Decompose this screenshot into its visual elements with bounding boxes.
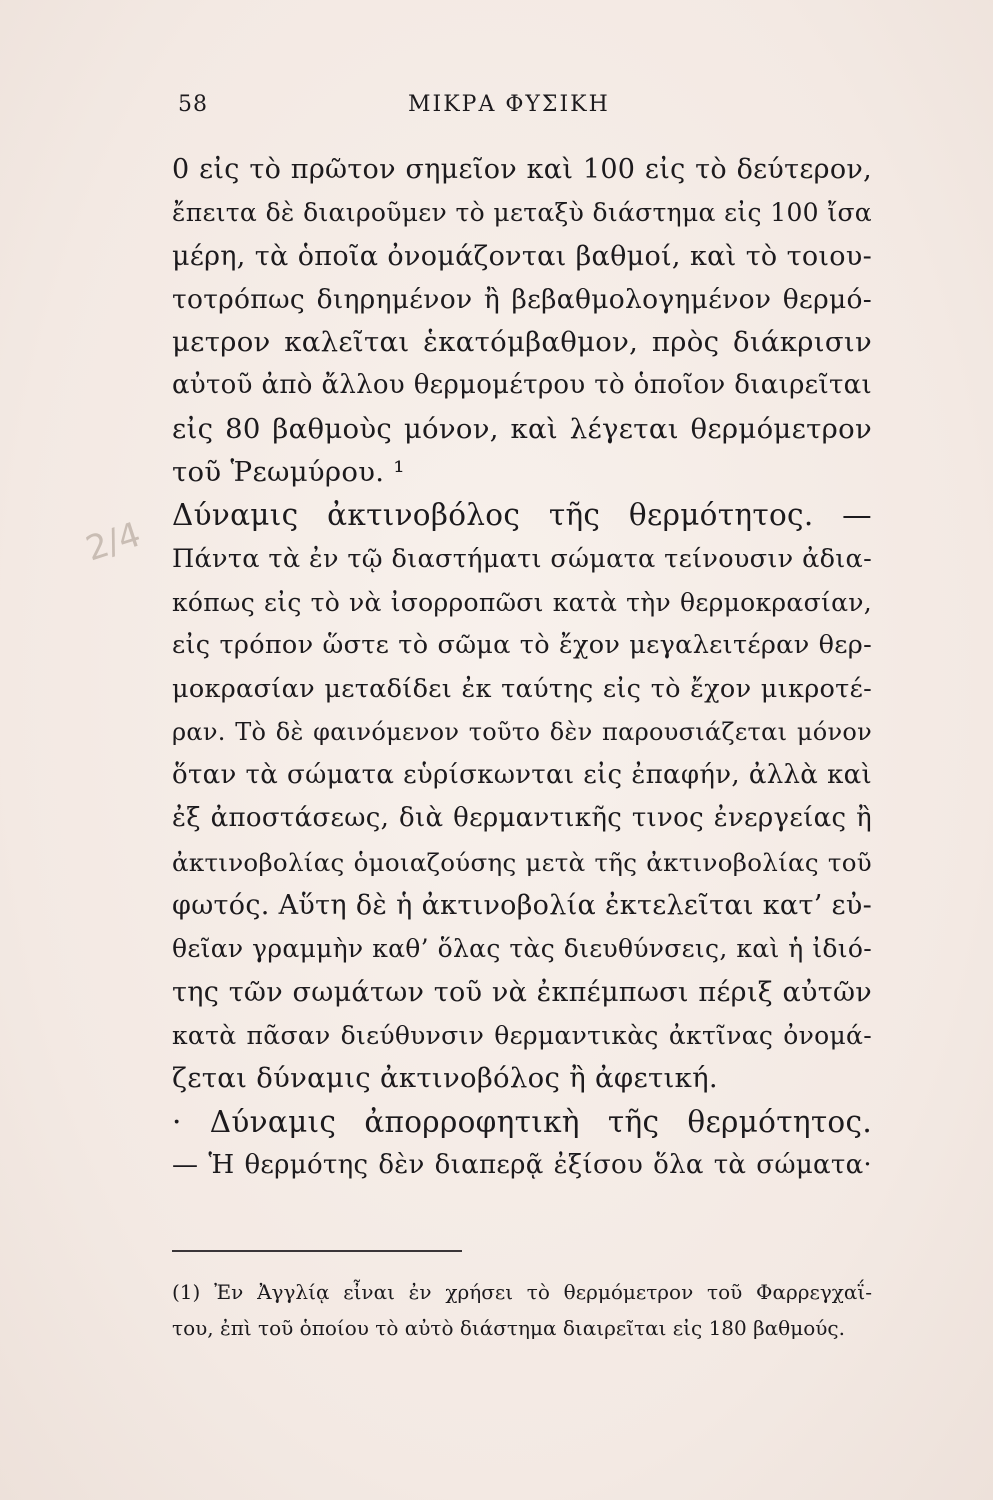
page-header [178,92,878,132]
text-line: Πάντα τὰ ἐν τῷ διαστήματι σώματα τείνουσιν ἀδια- [172,543,872,574]
footnote-rule [172,1250,462,1252]
body-text [172,148,872,1187]
text-line: κόπως εἰς τὸ νὰ ἰσορροπῶσι κατὰ τὴν θερμοκρασίαν, [172,587,872,617]
text-line: μοκρασίαν μεταδίδει ἐκ ταύτης εἰς τὸ ἔχον μικροτέ- [172,673,872,704]
footnote-line: (1) Ἐν Ἀγγλίᾳ εἶναι ἐν χρήσει τὸ θερμόμετρον τοῦ Φαρρεγχαΐ- [172,1280,872,1304]
text-line: ζεται δύναμις ἀκτινοβόλος ἢ ἀφετική. [172,1062,718,1095]
text-line: φωτός. Αὕτη δὲ ἡ ἀκτινοβολία ἐκτελεῖται κατ’ εὐ- [172,890,872,922]
text-line: μέρη, τὰ ὁποῖα ὀνομάζονται βαθμοί, καὶ τὸ τοιου- [172,240,872,272]
page-number: 58 [178,92,208,117]
section-heading-radiant-power: Δύναμις ἀκτινοβόλος τῆς θερμότητος. — [172,498,872,533]
text-line: ἀκτινοβολίας ὁμοιαζούσης μετὰ τῆς ἀκτινοβολίας τοῦ [172,847,872,877]
text-line: μετρον καλεῖται ἑκατόμβαθμον, πρὸς διάκρισιν [172,326,872,359]
text-line: 0 εἰς τὸ πρῶτον σημεῖον καὶ 100 εἰς τὸ δεύτερον, [172,154,872,185]
footnote-line: του, ἐπὶ τοῦ ὁποίου τὸ αὐτὸ διάστημα διαιρεῖται εἰς 180 βαθμούς. [172,1316,845,1340]
text-line: εἰς τρόπον ὥστε τὸ σῶμα τὸ ἔχον μεγαλειτέραν θερ- [172,630,872,661]
running-title: ΜΙΚΡΑ ΦΥΣΙΚΗ [408,92,610,117]
text-line: ραν. Τὸ δὲ φαινόμενον τοῦτο δὲν παρουσιάζεται μόνον [172,717,872,746]
pencil-margin-note: 2/4 [81,514,146,570]
text-line: ἔπειτα δὲ διαιροῦμεν τὸ μεταξὺ διάστημα εἰς 100 ἴσα [172,198,872,228]
text-line: τοῦ Ῥεωμύρου. ¹ [172,456,405,489]
text-line: αὐτοῦ ἀπὸ ἄλλου θερμομέτρου τὸ ὁποῖον διαιρεῖται [172,370,872,401]
text-line: της τῶν σωμάτων τοῦ νὰ ἐκπέμπωσι πέριξ αὐτῶν [172,976,872,1008]
text-line: τοτρόπως διηρημένον ἢ βεβαθμολογημένον θερμό- [172,283,872,315]
footnote [172,1274,872,1346]
text-line: κατὰ πᾶσαν διεύθυνσιν θερμαντικὰς ἀκτῖνας ὀνομά- [172,1020,872,1050]
text-line: εἰς 80 βαθμοὺς μόνον, καὶ λέγεται θερμόμετρον [172,412,872,445]
section-heading-absorbing-power: · Δύναμις ἀπορροφητικὴ τῆς θερμότητος. [172,1104,872,1139]
text-line: ἐξ ἀποστάσεως, διὰ θερμαντικῆς τινος ἐνεργείας ἢ [172,803,872,834]
text-line: θεῖαν γραμμὴν καθ’ ὅλας τὰς διευθύνσεις, καὶ ἡ ἰδιό- [172,934,872,964]
text-line: — Ἡ θερμότης δὲν διαπερᾷ ἐξίσου ὅλα τὰ σώματα· [172,1149,872,1180]
text-line: ὅταν τὰ σώματα εὑρίσκωνται εἰς ἐπαφήν, ἀλλὰ καὶ [172,760,872,791]
